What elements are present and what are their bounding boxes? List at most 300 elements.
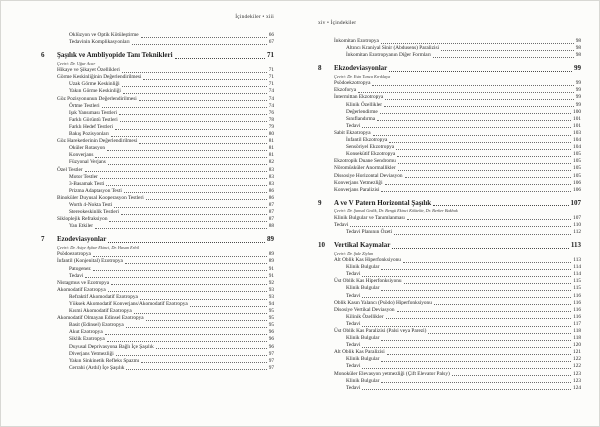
- dot-leader: [433, 57, 574, 58]
- toc-entry-label: Tedavi Planının Özeti: [346, 228, 393, 235]
- dot-leader: [143, 79, 266, 80]
- toc-entries-left: [41, 32, 274, 372]
- toc-entry-label: Örtme Testleri: [69, 102, 100, 109]
- toc-entry-label: İnfantil (Konjenital) Ezotropya: [57, 258, 123, 265]
- toc-entry-row: [41, 258, 274, 265]
- dot-leader: [107, 341, 267, 342]
- toc-entry-row: [41, 322, 274, 329]
- toc-entry-row: [41, 273, 274, 280]
- chapter-number: 8: [318, 64, 322, 73]
- toc-entry-label: Tedavi: [346, 320, 361, 327]
- dot-leader: [111, 136, 267, 137]
- page-number: 116: [573, 292, 581, 299]
- toc-entry-row: [318, 363, 581, 370]
- toc-entry-label: İnkomitan Ezotropyanın Diğer Formları: [346, 52, 431, 59]
- page-number: 105: [573, 172, 581, 179]
- toc-entry-label: Oblik Kasın Yalancı (Psödo) Hiperfonksiyonu: [334, 299, 432, 306]
- toc-entry-row: [318, 328, 581, 335]
- toc-entry-label: 3-Basamak Testi: [69, 180, 105, 187]
- page-number: 87: [268, 201, 274, 208]
- dot-leader: [381, 191, 571, 192]
- dot-leader: [115, 129, 267, 130]
- translator-line: Çeviri: Dr. Şule Ziylan: [334, 250, 374, 256]
- dot-leader: [394, 234, 571, 235]
- dot-leader: [124, 192, 267, 193]
- toc-entry-row: [41, 32, 274, 39]
- toc-entry-label: Alt Oblik Kas Hiperfonksiyonu: [334, 257, 401, 264]
- toc-entry-label: Kısmi Akomodatif Ezotropya: [69, 308, 132, 315]
- dot-leader: [433, 205, 568, 206]
- toc-entry-label: Oklüzyon ve Optik Kötüleştirme: [69, 32, 139, 38]
- page-number: 107: [570, 198, 581, 207]
- page-number: 71: [267, 51, 274, 60]
- page-number: 91: [268, 272, 274, 279]
- toc-entry-row: [318, 123, 581, 130]
- toc-page-left: [41, 1, 274, 426]
- dot-leader: [398, 170, 571, 171]
- toc-entry-row: [41, 138, 274, 145]
- chapter-title: Vertikal Kaymalar: [334, 241, 391, 250]
- chapter-number: 7: [41, 235, 45, 244]
- toc-entry-row: [41, 103, 274, 110]
- page-number: 105: [573, 151, 581, 158]
- page-number: 117: [573, 320, 581, 327]
- toc-entry-label: Motor Testler: [69, 173, 98, 180]
- toc-entry-label: Konsekütif Ekzotropya: [346, 151, 396, 158]
- toc-entry-row: [41, 336, 274, 343]
- toc-entry-row: [41, 294, 274, 301]
- toc-entry-row: [41, 124, 274, 131]
- toc-entry-label: Alt Oblik Kas Paralizisi: [334, 349, 385, 356]
- dot-leader: [362, 368, 571, 369]
- dot-leader: [407, 219, 571, 220]
- toc-entry-row: [41, 174, 274, 181]
- toc-entry-row: [41, 167, 274, 174]
- dot-leader: [362, 326, 571, 327]
- toc-entry-label: Değerlendirme: [346, 108, 378, 115]
- toc-entry-row: [318, 293, 581, 300]
- toc-entry-label: Işık Yansıması Testleri: [69, 109, 117, 116]
- page-number: 66: [268, 32, 274, 38]
- toc-entry-row: [41, 39, 274, 46]
- dot-leader: [175, 58, 265, 59]
- toc-entry-row: [318, 109, 581, 116]
- page-number: 122: [573, 356, 581, 363]
- page-number: 81: [268, 152, 274, 159]
- dot-leader: [397, 156, 571, 157]
- page-number: 97: [268, 357, 274, 364]
- toc-entry-label: Psödoekzotropya: [334, 80, 371, 87]
- dot-leader: [377, 120, 571, 121]
- dot-leader: [141, 362, 266, 363]
- dot-leader: [134, 313, 267, 314]
- toc-entry-row: [318, 307, 581, 314]
- page-number: 100: [573, 108, 581, 115]
- dot-leader: [156, 348, 267, 349]
- page-number: 116: [573, 306, 581, 313]
- toc-entry-label: Hikaye ve Şikayet Özellikleri: [57, 67, 120, 74]
- page-number: 96: [268, 329, 274, 336]
- page-number: 93: [268, 286, 274, 293]
- toc-entry-label: Görme Keskinliğinin Değerlendirilmesi: [57, 74, 142, 81]
- toc-entry-label: Üst Oblik Kas Hiperfonksiyonu: [334, 278, 402, 285]
- toc-entry-label: Binoküler Duyusal Kooperasyon Testleri: [57, 194, 144, 201]
- page-number: 105: [573, 158, 581, 165]
- dot-leader: [119, 114, 267, 115]
- toc-entry-label: Tedavi: [69, 272, 84, 279]
- toc-entry-row: [318, 321, 581, 328]
- translator-line: Çeviri: Dr. Uğur Acar: [57, 60, 96, 66]
- dot-leader: [146, 320, 267, 321]
- page-number: 87: [268, 216, 274, 223]
- page-number: 116: [573, 299, 581, 306]
- toc-entry-label: Nistagmus ve Ezotropya: [57, 279, 110, 286]
- toc-entry-label: İnfantil Ekzotropya: [346, 137, 388, 144]
- toc-entry-row: [41, 110, 274, 117]
- dot-leader: [123, 93, 267, 94]
- toc-entry-label: Duyusal Deprivasyona Bağlı İçe Şaşılık: [69, 343, 154, 350]
- chapter-number: 6: [41, 51, 45, 60]
- dot-leader: [396, 149, 571, 150]
- toc-entry-row: [318, 385, 581, 392]
- dot-leader: [362, 276, 571, 277]
- page-number: 106: [573, 186, 581, 193]
- toc-entry-label: Patogenez: [69, 265, 91, 272]
- dot-leader: [126, 369, 266, 370]
- dot-leader: [372, 85, 573, 86]
- dot-leader: [140, 299, 267, 300]
- toc-entry-label: Klinik Bulgular: [346, 377, 380, 384]
- toc-chapter-row: [41, 235, 274, 245]
- dot-leader: [381, 382, 571, 383]
- toc-entry-label: Tedavi: [346, 292, 361, 299]
- dot-leader: [106, 185, 266, 186]
- toc-entry-row: [41, 287, 274, 294]
- toc-entry-label: Ekzoforya: [334, 87, 357, 94]
- dot-leader: [122, 72, 267, 73]
- dot-leader: [190, 306, 267, 307]
- page-number: 116: [573, 313, 581, 320]
- dot-leader: [93, 270, 267, 271]
- toc-entry-label: Yan Etkiler: [69, 223, 94, 230]
- toc-chapter-row: [318, 241, 581, 251]
- page-number: 81: [268, 145, 274, 152]
- page-number: 113: [570, 241, 581, 250]
- toc-entry-row: [318, 215, 581, 222]
- page-number: 120: [573, 342, 581, 349]
- page-number: 67: [268, 39, 274, 46]
- page-number: 101: [573, 115, 581, 122]
- dot-leader: [93, 256, 267, 257]
- toc-entry-label: Siklik Ezotropya: [69, 336, 105, 343]
- dot-leader: [389, 142, 571, 143]
- toc-entry-label: Özel Testler: [57, 166, 83, 173]
- dot-leader: [358, 92, 574, 93]
- dot-leader: [139, 100, 267, 101]
- toc-entry-row: [41, 152, 274, 159]
- page-number: 113: [573, 257, 581, 264]
- toc-entry-label: Stereokeskinlik Testleri: [69, 209, 119, 216]
- dot-leader: [362, 389, 571, 390]
- translator-line: Çeviri: Dr. Şansal Gedik, Dr. Bengü Ekinci Köktekir, Dr. Berker Bakbak: [334, 208, 458, 214]
- dot-leader: [146, 199, 267, 200]
- toc-entry-label: Akomodatif Olmayan Edinsel Ezotropya: [57, 315, 144, 322]
- toc-entry-row: [41, 195, 274, 202]
- page-number: 104: [573, 137, 581, 144]
- page-number: 92: [268, 279, 274, 286]
- page-number: 80: [268, 131, 274, 138]
- page-number: 115: [573, 278, 581, 285]
- toc-entry-row: [41, 202, 274, 209]
- dot-leader: [362, 347, 571, 348]
- toc-entry-row: [318, 94, 581, 101]
- page-number: 71: [268, 74, 274, 81]
- page-number: 98: [575, 45, 581, 52]
- page-number: 71: [268, 81, 274, 88]
- chapter-title: Şaşılık ve Ambliyopide Tanı Teknikleri: [57, 51, 173, 60]
- toc-entry-row: [41, 181, 274, 188]
- toc-entry-label: İnkomitan Ezotropya: [334, 38, 379, 44]
- toc-entry-label: Bakış Pozisyonları: [69, 131, 109, 138]
- page-number: 87: [268, 209, 274, 216]
- toc-entry-label: Altıncı Kraniyal Sinir (Abdusens) Paralizisi: [346, 45, 439, 52]
- dot-leader: [387, 354, 571, 355]
- toc-entry-label: Klinik Bulgular: [346, 335, 380, 342]
- page-number: 110: [573, 221, 581, 228]
- chapter-title: A ve V Patern Horizontal Şaşılık: [334, 198, 432, 207]
- page-number: 123: [573, 370, 581, 377]
- toc-entry-label: Tedavi: [346, 363, 361, 370]
- toc-entry-label: Disosiye Vertikal Deviasyon: [334, 306, 395, 313]
- dot-leader: [385, 99, 573, 100]
- page-number: 115: [573, 285, 581, 292]
- page-number: 94: [268, 301, 274, 307]
- dot-leader: [100, 178, 267, 179]
- toc-entry-row: [41, 223, 274, 230]
- dot-leader: [85, 171, 267, 172]
- page-number: 83: [268, 173, 274, 180]
- dot-leader: [386, 318, 572, 319]
- page-number: 78: [268, 116, 274, 123]
- toc-entry-label: Worth 4-Nokta Testi: [69, 201, 113, 208]
- dot-leader: [102, 107, 267, 108]
- dot-leader: [95, 228, 267, 229]
- toc-entry-label: Klinik Bulgular: [346, 356, 380, 363]
- toc-entry-label: Tedavi: [346, 122, 361, 129]
- translator-line: Çeviri: Dr. Asiye Aybar Ekinci, Dr. Hasan Erbil: [57, 244, 139, 250]
- chapter-title: Ekzodeviasyonlar: [334, 64, 388, 73]
- page-number: 112: [573, 228, 581, 235]
- toc-entry-label: Tedavi: [346, 271, 361, 278]
- toc-entry-label: Prizma Adaptasyon Testi: [69, 187, 122, 194]
- toc-entry-row: [318, 314, 581, 321]
- toc-entry-row: [41, 266, 274, 273]
- toc-entry-row: [318, 264, 581, 271]
- toc-entry-label: Refraktif Akomodatif Ezotropya: [69, 293, 138, 300]
- toc-entry-label: Tedavi: [346, 384, 361, 391]
- page-number: 98: [575, 38, 581, 44]
- toc-entry-label: Sensöriyel Ekzotropya: [346, 144, 395, 151]
- toc-entry-label: Klinik Özellikler: [346, 101, 383, 108]
- toc-entry-row: [318, 52, 581, 59]
- toc-entry-row: [41, 344, 274, 351]
- page-number: 99: [574, 64, 581, 73]
- dot-leader: [132, 44, 267, 45]
- dot-leader: [403, 262, 571, 263]
- toc-entry-label: Uzak Görme Keskinliği: [69, 81, 120, 88]
- toc-entry-row: [318, 173, 581, 180]
- toc-entry-label: Klinik Bulgular: [346, 264, 380, 271]
- toc-entry-row: [318, 285, 581, 292]
- toc-entry-row: [41, 117, 274, 124]
- dot-leader: [141, 37, 267, 38]
- page-number: 81: [268, 138, 274, 145]
- page-number: 86: [268, 187, 274, 194]
- page-number: 88: [268, 223, 274, 230]
- page-number: 74: [268, 88, 274, 95]
- toc-entry-row: [41, 351, 274, 358]
- dot-leader: [392, 248, 569, 249]
- toc-entry-label: Yüksek Akomodatif Konverjans/Akomodatif Ezotropya: [69, 301, 188, 307]
- dot-leader: [121, 214, 267, 215]
- page-number: 89: [268, 251, 274, 258]
- page-number: 93: [268, 293, 274, 300]
- dot-leader: [404, 283, 572, 284]
- dot-leader: [139, 143, 266, 144]
- page-number: 104: [573, 144, 581, 151]
- toc-entry-row: [41, 365, 274, 372]
- toc-entry-row: [318, 356, 581, 363]
- toc-entry-row: [41, 216, 274, 223]
- dot-leader: [397, 311, 572, 312]
- toc-entry-row: [318, 151, 581, 158]
- toc-entry-label: Tedavinin Komplikasyonları: [69, 39, 130, 46]
- dot-leader: [381, 43, 574, 44]
- toc-entries-right: [318, 38, 581, 392]
- toc-entry-label: Farklı Görüntü Testleri: [69, 116, 118, 123]
- page-number: 103: [573, 129, 581, 136]
- toc-entry-row: [318, 102, 581, 109]
- toc-entry-row: [318, 80, 581, 87]
- toc-entry-label: Füzyonal Verjans: [69, 159, 106, 166]
- toc-entry-label: Nöromüsküler Anormallikler: [334, 165, 396, 172]
- page-number: 107: [573, 214, 581, 221]
- dot-leader: [95, 157, 266, 158]
- toc-entry-label: Dissosiye Horizontal Deviasyon: [334, 172, 403, 179]
- toc-page-right: [318, 1, 581, 426]
- dot-leader: [373, 135, 571, 136]
- page-number: 114: [573, 264, 581, 271]
- toc-entry-label: Akut Ezotropya: [69, 329, 103, 336]
- chapter-number: 9: [318, 198, 322, 207]
- toc-entry-label: Sikloplejik Refraksiyon: [57, 216, 108, 223]
- chapter-number: 10: [318, 241, 325, 250]
- dot-leader: [120, 121, 267, 122]
- dot-leader: [109, 221, 266, 222]
- page-number: 89: [268, 258, 274, 265]
- page-number: 99: [575, 80, 581, 87]
- page-number: 74: [268, 95, 274, 102]
- page-number: 99: [575, 87, 581, 94]
- toc-entry-label: Göz Hareketlerinin Değerlendirilmesi: [57, 138, 138, 145]
- dot-leader: [381, 361, 571, 362]
- dot-leader: [381, 269, 571, 270]
- toc-entry-label: Tedavi: [334, 221, 349, 228]
- page-number: 96: [268, 343, 274, 350]
- toc-entry-row: [318, 180, 581, 187]
- toc-entry-label: Ekzotropik Duane Sendromu: [334, 158, 396, 165]
- toc-entry-row: [318, 229, 581, 236]
- toc-entry-row: [41, 280, 274, 287]
- dot-leader: [85, 277, 266, 278]
- toc-entry-label: Konverjans: [69, 152, 94, 159]
- dot-leader: [381, 290, 571, 291]
- running-header-right: xiv • İçindekiler: [318, 20, 357, 26]
- dot-leader: [398, 163, 571, 164]
- page-number: 82: [268, 159, 274, 166]
- page-number: 83: [268, 166, 274, 173]
- toc-entry-row: [41, 358, 274, 365]
- dot-leader: [107, 150, 267, 151]
- dot-leader: [362, 297, 571, 298]
- dot-leader: [434, 304, 571, 305]
- toc-entry-row: [318, 130, 581, 137]
- toc-entry-row: [318, 349, 581, 356]
- page-number: 89: [267, 235, 274, 244]
- page-number: 121: [573, 349, 581, 356]
- page-number: 97: [268, 350, 274, 357]
- page-number: 97: [268, 364, 274, 371]
- toc-entry-row: [318, 257, 581, 264]
- dot-leader: [405, 177, 571, 178]
- page-number: 114: [573, 271, 581, 278]
- page-number: 118: [573, 328, 581, 334]
- page-number: 79: [268, 123, 274, 130]
- page-number: 105: [573, 165, 581, 172]
- page-number: 95: [268, 308, 274, 315]
- dot-leader: [122, 86, 267, 87]
- page-number: 124: [573, 384, 581, 391]
- page-number: 71: [268, 67, 274, 74]
- toc-entry-row: [318, 116, 581, 123]
- toc-entry-label: Diverjans Yetmezliği: [69, 350, 114, 357]
- toc-entry-label: Monoküler Elevasyon yetmezliği (Çift Elevator Palsy): [334, 370, 450, 377]
- dot-leader: [441, 50, 574, 51]
- page-number: 99: [575, 94, 581, 101]
- translator-line: Çeviri: Dr. Esin Tunca Kırıklaya: [334, 73, 391, 79]
- toc-entry-row: [41, 188, 274, 195]
- page-number: 95: [268, 315, 274, 322]
- dot-leader: [111, 284, 267, 285]
- dot-leader: [108, 164, 267, 165]
- dot-leader: [105, 334, 267, 335]
- toc-entry-label: Tedavi: [346, 342, 361, 349]
- toc-entry-label: Konverjans Paralizisi: [334, 186, 380, 193]
- dot-leader: [428, 333, 571, 334]
- page-number: 118: [573, 335, 581, 342]
- toc-entry-row: [318, 371, 581, 378]
- dot-leader: [452, 375, 571, 376]
- page-number: 83: [268, 180, 274, 187]
- toc-entry-label: Yakın Görme Keskinliği: [69, 88, 121, 95]
- page-number: 122: [573, 363, 581, 370]
- toc-entry-row: [318, 137, 581, 144]
- dot-leader: [389, 71, 572, 72]
- toc-entry-row: [318, 378, 581, 385]
- toc-entry-label: Klinik Bulgular ve Tanımlanması: [334, 214, 405, 221]
- toc-entry-row: [41, 159, 274, 166]
- dot-leader: [108, 242, 265, 243]
